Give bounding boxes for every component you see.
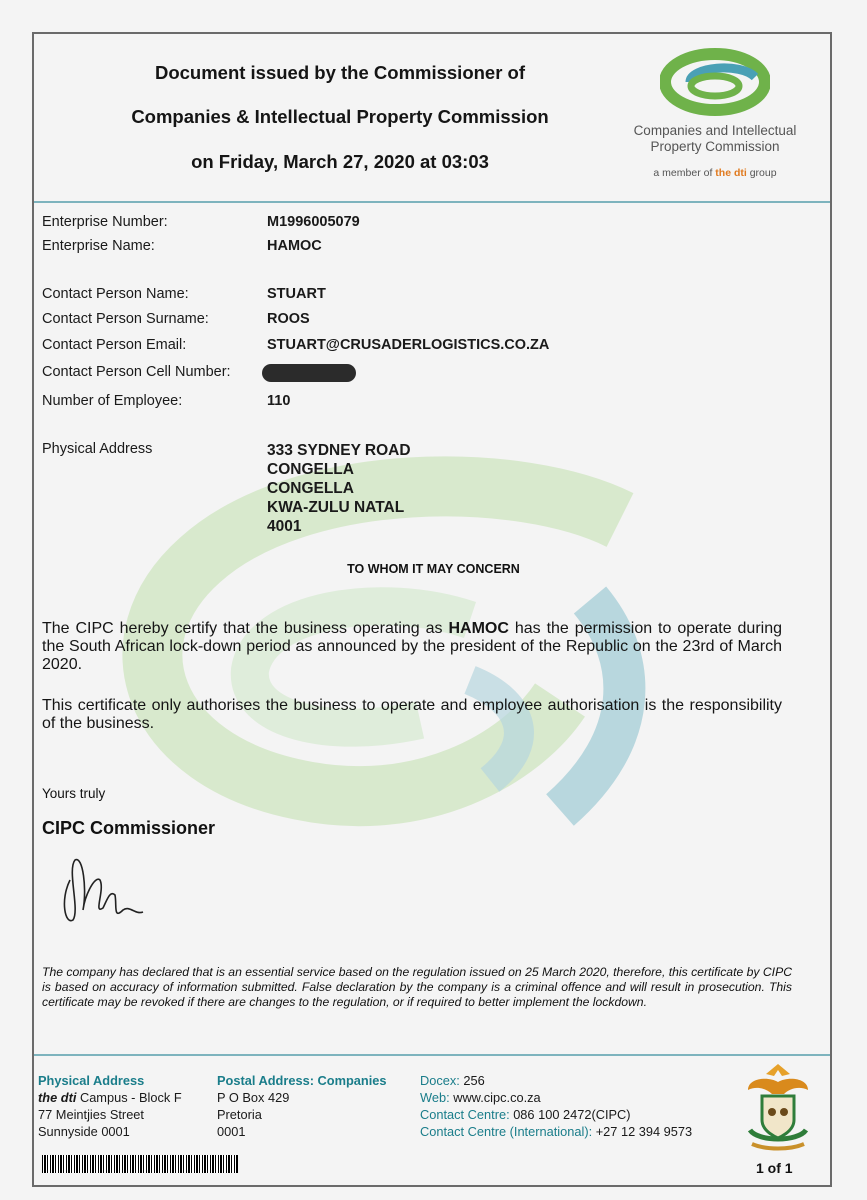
contact-surname-value: ROOS [267, 311, 310, 327]
address-line: CONGELLA [267, 461, 354, 478]
footer-contact-intl [420, 1123, 692, 1140]
logo-name-line-1: Companies and Intellectual [633, 123, 797, 138]
footer-physical-line-2: 77 Meintjies Street [38, 1107, 144, 1122]
footer-physical-line-3: Sunnyside 0001 [38, 1124, 130, 1139]
employees-value: 110 [267, 393, 291, 409]
footer-contact-value: 086 100 2472(CIPC) [513, 1107, 631, 1122]
closing: Yours truly [42, 786, 106, 801]
footer-postal-line-1: P O Box 429 [217, 1090, 290, 1105]
signatory-title: CIPC Commissioner [42, 818, 216, 838]
logo-member-suffix: group [749, 167, 777, 179]
footer-physical-title: Physical Address [38, 1073, 145, 1088]
footer-postal-line-3: 0001 [217, 1124, 246, 1139]
employees-label: Number of Employee: [42, 393, 183, 409]
para1-end: has the permission to operate during the South African lock-down period as announced by the president of the Republic on the 23rd of March 2020. [42, 620, 782, 673]
header-line-2: Companies & Intellectual Property Commission [131, 106, 549, 127]
footer-dti-brand: the dti [38, 1090, 77, 1105]
footer-docex-label: Docex: [420, 1073, 460, 1088]
footer-postal-address [217, 1072, 386, 1140]
footer-divider [34, 1054, 830, 1056]
authorisation-paragraph: This certificate only authorises the business to operate and employee authorisation is the responsibility of the business. [42, 697, 782, 732]
enterprise-name-label: Enterprise Name: [42, 238, 155, 254]
enterprise-number-value: M1996005079 [267, 214, 360, 230]
address-line: 4001 [267, 518, 302, 535]
logo-member-brand: the dti [715, 167, 747, 179]
footer-contact-label: Contact Centre: [420, 1107, 510, 1122]
address-line: 333 SYDNEY ROAD [267, 442, 411, 459]
disclaimer: The company has declared that is an essential service based on the regulation issued on 25 March 2020, therefore, this certificate by CIPC is based on accuracy of information submitted. False declaration by the company is a criminal offence and will result in prosecution. This certificate may be revoked if there are changes to the regulation, or if required to better implement the lockdown. [42, 965, 792, 1009]
footer-contact-centre [420, 1106, 692, 1123]
page-number: 1 of 1 [756, 1160, 793, 1176]
address-line: CONGELLA [267, 480, 354, 497]
enterprise-number-label: Enterprise Number: [42, 214, 168, 230]
contact-name-value: STUART [267, 286, 326, 302]
header-line-3: on Friday, March 27, 2020 at 03:03 [191, 151, 489, 172]
certificate-frame [32, 32, 832, 1187]
cipc-logo-icon [660, 42, 770, 122]
footer-intl-value: +27 12 394 9573 [595, 1124, 693, 1139]
footer-docex-value: 256 [463, 1073, 485, 1088]
enterprise-name-value: HAMOC [267, 238, 322, 254]
signature [55, 850, 165, 930]
para1-start: The CIPC hereby certify that the business operating as [42, 620, 443, 637]
footer-physical-line-1-rest: Campus - Block F [79, 1090, 182, 1105]
salutation: TO WHOM IT MAY CONCERN [347, 562, 520, 576]
header-divider [34, 201, 830, 203]
footer-web-label: Web: [420, 1090, 450, 1105]
contact-email-value: STUART@CRUSADERLOGISTICS.CO.ZA [267, 337, 550, 353]
certification-paragraph [42, 620, 782, 674]
footer-docex [420, 1072, 692, 1089]
barcode [42, 1155, 238, 1173]
contact-name-label: Contact Person Name: [42, 286, 189, 302]
contact-cell-label: Contact Person Cell Number: [42, 364, 231, 380]
footer-web-link[interactable]: www.cipc.co.za [453, 1090, 541, 1105]
contact-email-label: Contact Person Email: [42, 337, 187, 353]
footer-physical-address [38, 1072, 182, 1140]
footer-web [420, 1089, 692, 1106]
footer-postal-line-2: Pretoria [217, 1107, 262, 1122]
footer-physical-line-1 [38, 1089, 182, 1106]
logo-name-line-2: Property Commission [650, 139, 780, 154]
para1-business-name: HAMOC [448, 620, 509, 637]
physical-address-block [267, 441, 411, 536]
header-line-1: Document issued by the Commissioner of [154, 62, 526, 83]
logo-member-line [610, 167, 820, 179]
footer-postal-title: Postal Address: Companies [217, 1073, 387, 1088]
contact-surname-label: Contact Person Surname: [42, 311, 209, 327]
footer-intl-label: Contact Centre (International): [420, 1124, 593, 1139]
coat-of-arms-icon [738, 1060, 818, 1152]
redacted-cell-number [262, 364, 356, 382]
logo-member-prefix: a member of [653, 167, 713, 179]
footer-contact [420, 1072, 692, 1140]
physical-address-label: Physical Address [42, 441, 153, 457]
address-line: KWA-ZULU NATAL [267, 499, 405, 516]
